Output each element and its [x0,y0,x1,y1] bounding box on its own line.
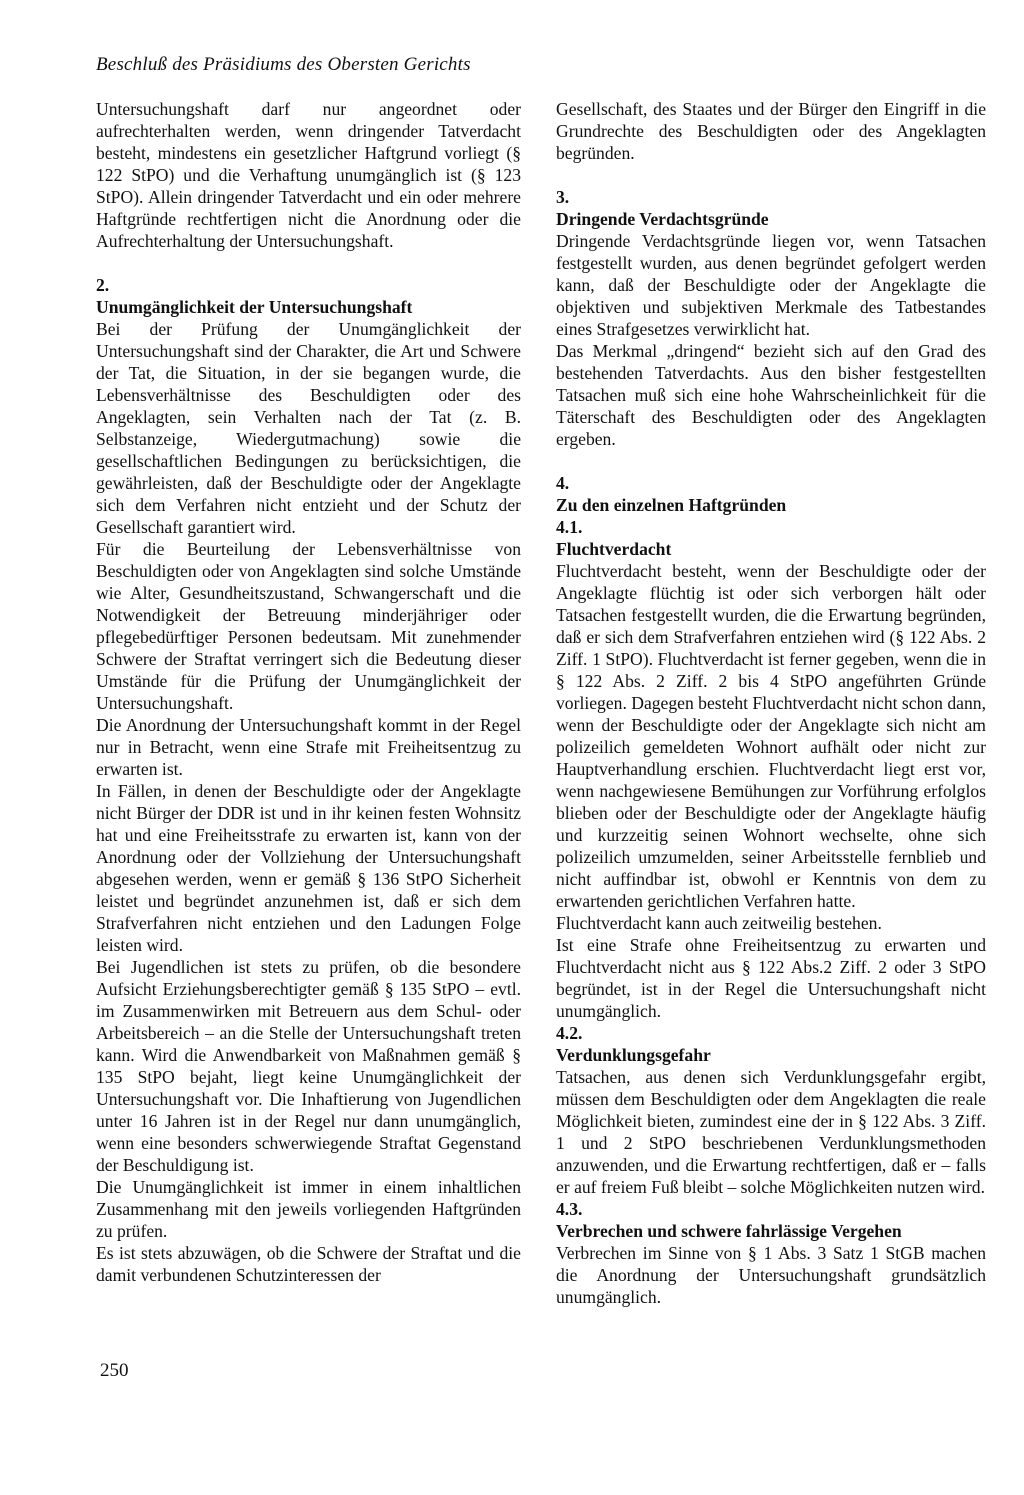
paragraph: Bei der Prüfung der Unumgänglichkeit der Untersuchungshaft sind der Charakter, die Art und Schwere der Tat, die Situation, in der sie begangen wurde, die Lebensverhältnisse des Beschuldigten oder des Angeklagten, sein Verhalten nach der Tat (z. B. Selbstanzeige, Wiedergutmachung) sowie die gesellschaftlichen Bedingungen zu berücksichtigen, die gewährleisten, daß der Beschuldigte oder der Angeklagte sich dem Verfahren nicht entzieht und der Schutz der Gesellschaft garantiert wird. [96,319,521,537]
paragraph: Die Anordnung der Untersuchungshaft kommt in der Regel nur in Betracht, wenn eine Strafe mit Freiheitsentzug zu erwarten ist. [96,715,521,779]
paragraph: Untersuchungshaft darf nur angeordnet oder aufrechterhalten werden, wenn dringender Tatverdacht besteht, mindestens ein gesetzlicher Haftgrund vorliegt (§ 122 StPO) und die Verhaftung unumgänglich ist (§ 123 StPO). Allein dringender Tatverdacht und ein oder mehrere Haftgründe rechtfertigen nicht die Anordnung oder die Aufrechterhaltung der Untersuchungshaft. [96,99,521,251]
paragraph: In Fällen, in denen der Beschuldigte oder der Angeklagte nicht Bürger der DDR ist und in ihr keinen festen Wohnsitz hat und eine Freiheitsstrafe zu erwarten ist, kann von der Anordnung oder der Vollziehung der Untersuchungshaft abgesehen werden, wenn er gemäß § 136 StPO Sicherheit leistet und begründet anzunehmen ist, daß er sich dem Strafverfahren nicht entziehen und den Ladungen Folge leisten wird. [96,781,521,955]
paragraph: Ist eine Strafe ohne Freiheitsentzug zu erwarten und Fluchtverdacht nicht aus § 122 Abs.2 Ziff. 2 oder 3 StPO begründet, ist in der Regel die Untersuchungshaft nicht unumgänglich. [556,935,986,1021]
running-header: Beschluß des Präsidiums des Obersten Gerichts [96,54,471,75]
paragraph: Das Merkmal „dringend“ bezieht sich auf den Grad des bestehenden Tatverdachts. Aus den bisher festgestellten Tatsachen muß sich eine hohe Wahrscheinlichkeit für die Täterschaft des Beschuldigten oder des Angeklagten ergeben. [556,341,986,449]
right-column [556,98,986,1308]
section-number: 2. [96,275,110,295]
subsection-heading: Verdunklungsgefahr [556,1045,711,1065]
subsection-heading: Fluchtverdacht [556,539,672,559]
paragraph: Fluchtverdacht kann auch zeitweilig bestehen. [556,913,882,933]
paragraph: Für die Beurteilung der Lebensverhältnisse von Beschuldigten oder von Angeklagten sind solche Umstände wie Alter, Gesundheitszustand, Schwangerschaft und die Notwendigkeit der Betreuung minderjähriger oder pflegebedürftiger Personen bedeutsam. Mit zunehmender Schwere der Straftat verringert sich die Bedeutung dieser Umstände für die Prüfung der Unumgänglichkeit der Untersuchungshaft. [96,539,521,713]
subsection-number: 4.3. [556,1199,583,1219]
left-column [96,98,521,1286]
section-heading: Zu den einzelnen Haftgründen [556,495,787,515]
paragraph: Bei Jugendlichen ist stets zu prüfen, ob die besondere Aufsicht Erziehungsberechtigter gemäß § 135 StPO – evtl. im Zusammenwirken mit Betreuern aus dem Schul- oder Arbeitsbereich – an die Stelle der Untersuchungshaft treten kann. Wird die Anwendbarkeit von Maßnahmen gemäß § 135 StPO bejaht, liegt keine Unumgänglichkeit der Untersuchungshaft vor. Die Inhaftierung von Jugendlichen unter 16 Jahren ist in der Regel nur dann unumgänglich, wenn eine besonders schwerwiegende Straftat Gegenstand der Beschuldigung ist. [96,957,521,1175]
paragraph: Fluchtverdacht besteht, wenn der Beschuldigte oder der Angeklagte flüchtig ist oder sich verborgen hält oder Tatsachen festgestellt wurden, die die Erwartung begründen, daß er sich dem Strafverfahren entziehen wird (§ 122 Abs. 2 Ziff. 1 StPO). Fluchtverdacht ist ferner gegeben, wenn die in § 122 Abs. 2 Ziff. 2 bis 4 StPO angeführten Gründe vorliegen. Dagegen besteht Fluchtverdacht nicht schon dann, wenn der Beschuldigte oder der Angeklagte sich nicht am polizeilich gemeldeten Wohnort aufhält oder nicht zur Hauptverhandlung erschien. Fluchtverdacht liegt erst vor, wenn nachgewiesene Bemühungen zur Vorführung erfolglos blieben oder der Beschuldigte oder der Angeklagte häufig und kurzzeitig seinen Wohnort wechselte, ohne sich polizeilich umzumelden, seiner Arbeitsstelle fernblieb und nicht auffindbar ist, obwohl er Kenntnis von dem zu erwartenden gerichtlichen Verfahren hatte. [556,561,986,911]
subsection-heading: Verbrechen und schwere fahrlässige Vergehen [556,1221,902,1241]
section-number: 4. [556,473,570,493]
section-heading: Unumgänglichkeit der Untersuchungshaft [96,297,413,317]
section-heading: Dringende Verdachtsgründe [556,209,769,229]
subsection-number: 4.1. [556,517,583,537]
paragraph: Es ist stets abzuwägen, ob die Schwere der Straftat und die damit verbundenen Schutzinteressen der [96,1243,521,1285]
subsection-number: 4.2. [556,1023,583,1043]
page-number: 250 [100,1360,129,1381]
paragraph: Verbrechen im Sinne von § 1 Abs. 3 Satz 1 StGB machen die Anordnung der Untersuchungshaft grundsätzlich unumgänglich. [556,1243,986,1307]
paragraph: Die Unumgänglichkeit ist immer in einem inhaltlichen Zusammenhang mit den jeweils vorliegenden Haftgründen zu prüfen. [96,1177,521,1241]
paragraph: Dringende Verdachtsgründe liegen vor, wenn Tatsachen festgestellt wurden, aus denen begründet gefolgert werden kann, daß der Beschuldigte oder der Angeklagte die objektiven und subjektiven Merkmale des Tatbestandes eines Strafgesetzes verwirklicht hat. [556,231,986,339]
paragraph: Gesellschaft, des Staates und der Bürger den Eingriff in die Grundrechte des Beschuldigten oder des Angeklagten begründen. [556,99,986,163]
paragraph: Tatsachen, aus denen sich Verdunklungsgefahr ergibt, müssen dem Beschuldigten oder dem Angeklagten die reale Möglichkeit bieten, zumindest eine der in § 122 Abs. 3 Ziff. 1 und 2 StPO beschriebenen Verdunklungsmethoden anzuwenden, und die Erwartung rechtfertigen, daß er – falls er auf freiem Fuß bleibt – solche Möglichkeiten nutzen wird. [556,1067,986,1197]
section-number: 3. [556,187,570,207]
